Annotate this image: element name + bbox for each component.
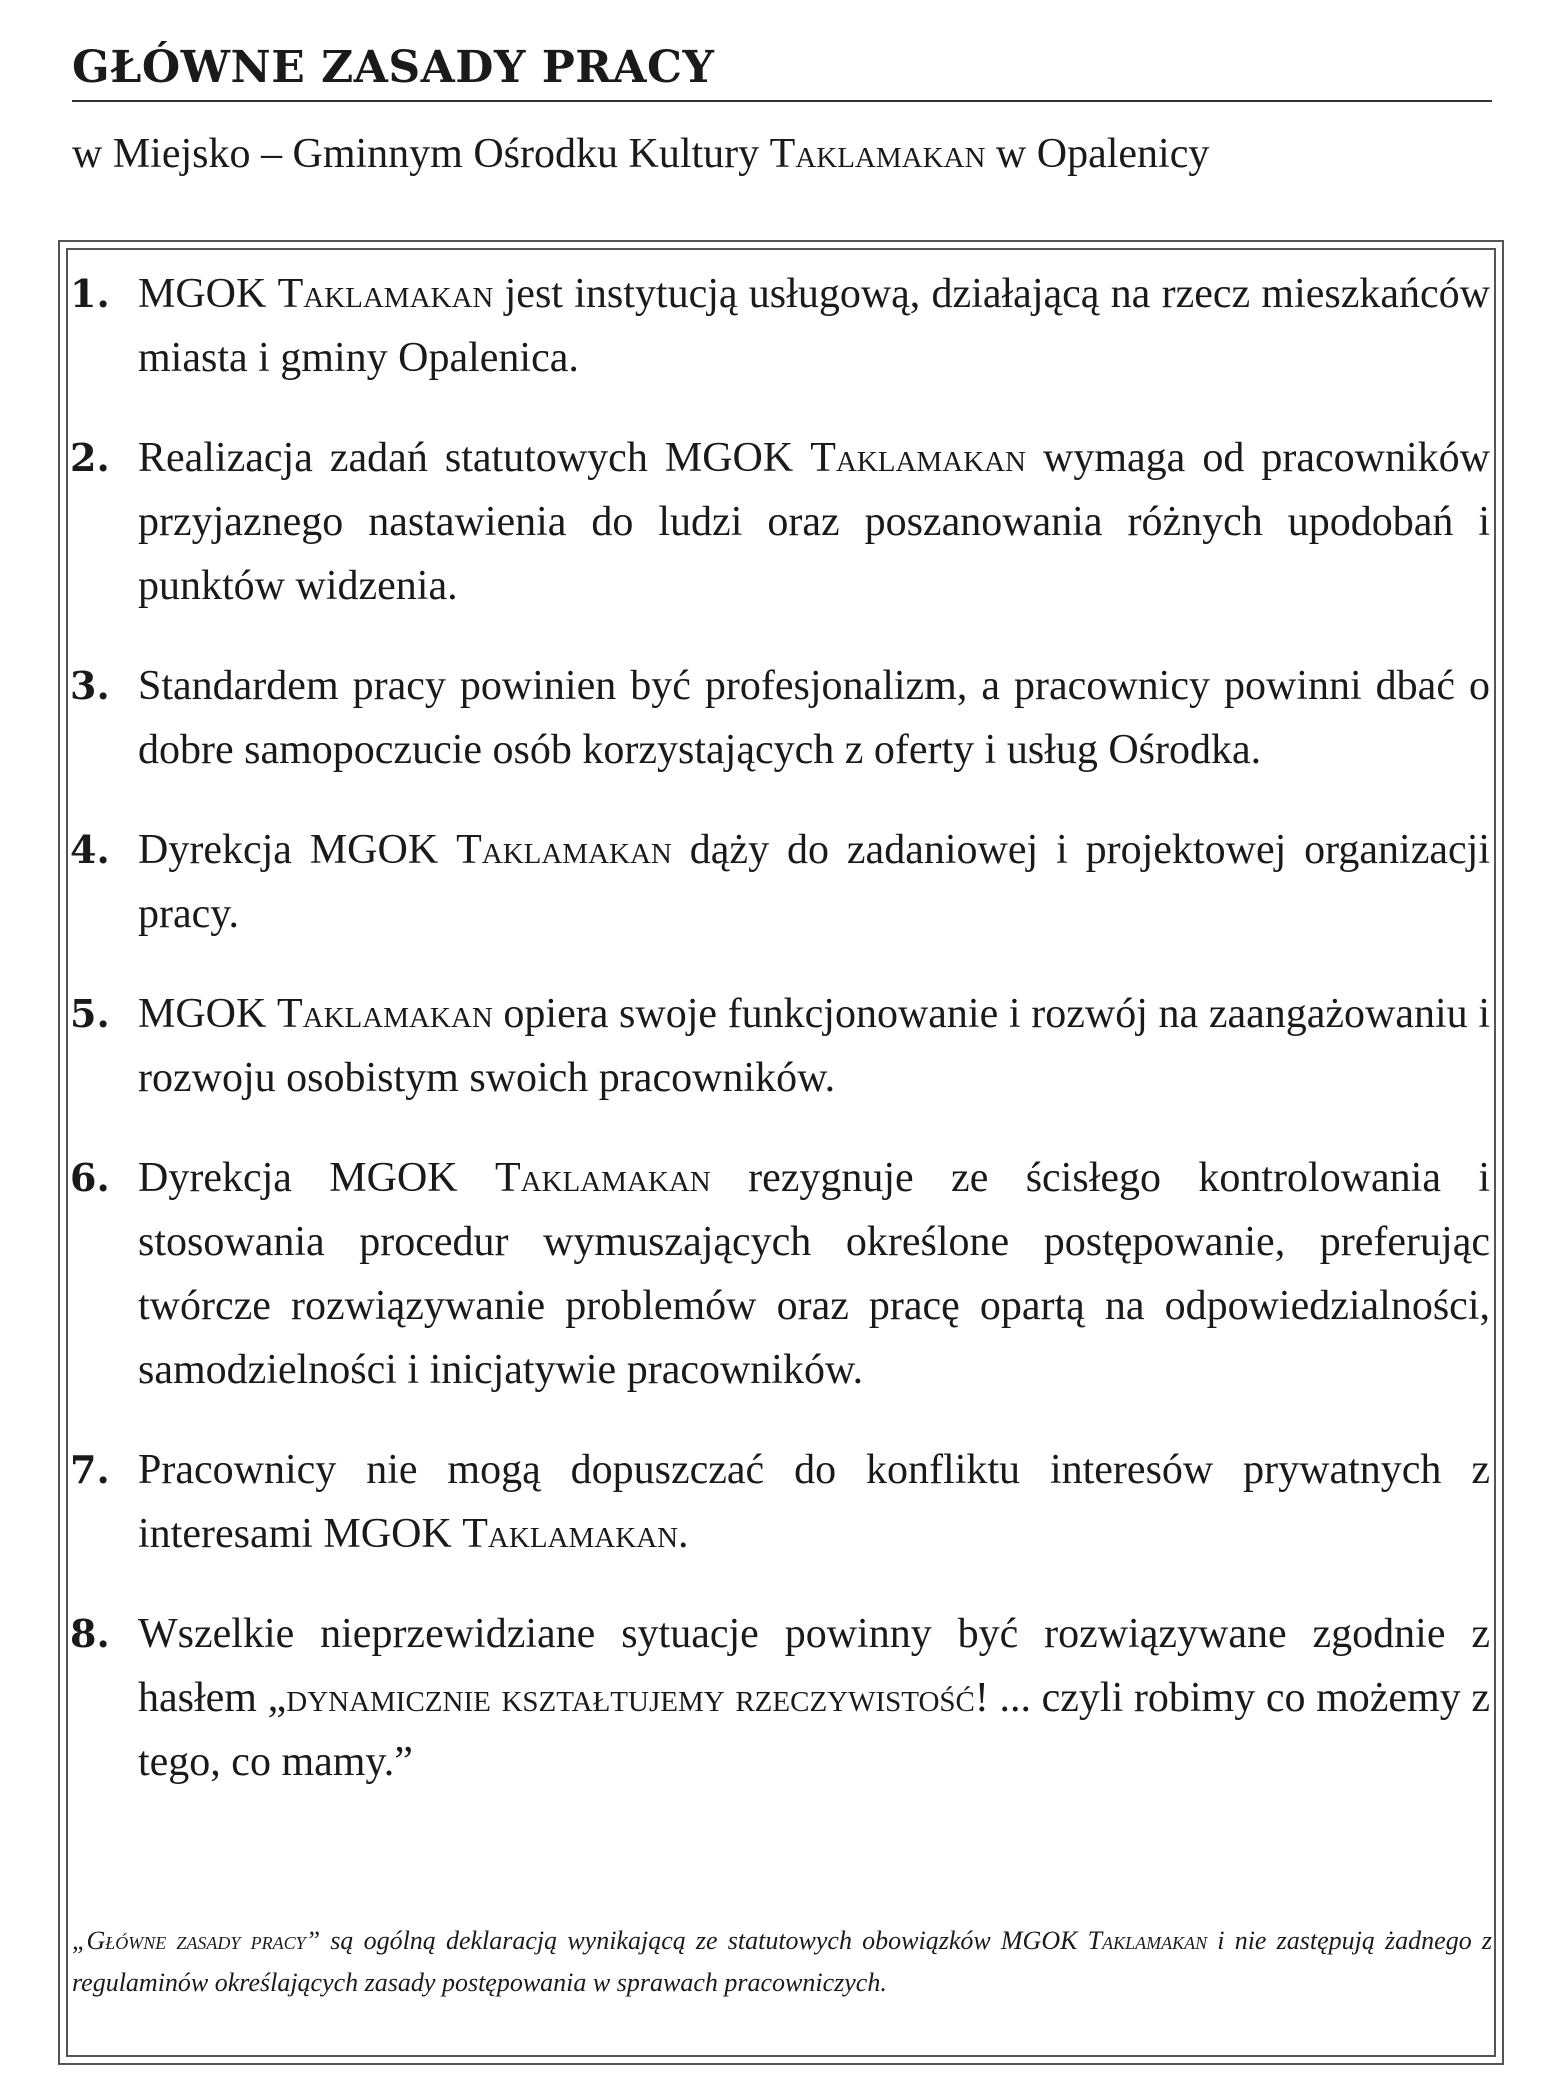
- rule-text: Dyrekcja MGOK: [138, 1155, 495, 1201]
- rule-number: 4.: [70, 827, 110, 872]
- rule-text: Pracownicy nie mogą dopuszczać do konfliktu interesów prywatnych z interesami MGOK: [138, 1447, 1490, 1557]
- rule-brand: Taklamakan: [456, 827, 672, 873]
- footnote-brand: Taklamakan: [1087, 1926, 1208, 1955]
- rule-brand: Taklamakan: [810, 435, 1026, 481]
- rule-text-end: dąży do zadaniowej i projektowej organizacji pracy.: [138, 827, 1490, 937]
- rule-number: 3.: [70, 663, 110, 708]
- rule-text-end: opiera swoje funkcjonowanie i rozwój na zaangażowaniu i rozwoju osobistym swoich pracowników.: [138, 991, 1490, 1101]
- rule-item: [70, 982, 1490, 1110]
- rule-text: Standardem pracy powinien być profesjonalizm, a pracownicy powinni dbać o dobre samopoczucie osób korzystających z oferty i usług Ośrodka.: [138, 663, 1490, 773]
- rule-text-end: jest instytucją usługową, działającą na rzecz mieszkańców miasta i gminy Opalenica.: [138, 271, 1490, 381]
- rule-text: MGOK: [138, 991, 277, 1037]
- subtitle-text-end: w Opalenicy: [985, 131, 1210, 177]
- rule-text-end: .: [678, 1511, 689, 1557]
- footnote-text-mid: ” są ogólną deklaracją wynikającą ze statutowych obowiązków MGOK: [305, 1926, 1088, 1955]
- subtitle-brand: Taklamakan: [769, 131, 986, 177]
- rule-text-end: rezygnuje ze ścisłego kontrolowania i stosowania procedur wymuszających określone postępowanie, preferując twórcze rozwiązywanie problemów oraz pracę opartą na odpowiedzialności, samodzielności i inicjatywie pracowników.: [138, 1155, 1491, 1393]
- rule-brand: Taklamakan: [277, 991, 493, 1037]
- rule-number: 1.: [70, 271, 110, 316]
- rule-text-end: ... czyli robimy co możemy z tego, co mamy.”: [138, 1675, 1490, 1785]
- footnote-text-end: i nie zastępują żadnego z regulaminów określających zasady postępowania w sprawach pracowniczych.: [72, 1926, 1492, 1997]
- rule-brand: Taklamakan: [277, 271, 494, 317]
- page-title: GŁÓWNE ZASADY PRACY: [72, 40, 1492, 102]
- rule-number: 7.: [70, 1447, 110, 1492]
- rule-text: Wszelkie nieprzewidziane sytuacje powinny być rozwiązywane zgodnie z hasłem „: [138, 1611, 1490, 1721]
- footnote-title-ref: Główne zasady pracy: [86, 1926, 306, 1955]
- rule-text: Dyrekcja MGOK: [138, 827, 457, 873]
- rule-number: 6.: [70, 1155, 110, 1200]
- rule-text: MGOK: [138, 271, 278, 317]
- rule-item: [70, 1146, 1490, 1402]
- rule-item: [70, 818, 1490, 946]
- rule-brand: Taklamakan: [494, 1155, 711, 1201]
- rules-list: [70, 262, 1490, 1830]
- rule-item: [70, 426, 1490, 618]
- page-subtitle: [72, 126, 1492, 182]
- footnote: [72, 1920, 1492, 2004]
- rule-item: [70, 654, 1490, 782]
- subtitle-text: w Miejsko – Gminnym Ośrodku Kultury: [72, 131, 770, 177]
- footnote-text: „: [72, 1926, 87, 1955]
- rule-brand: dynamicznie kształtujemy rzeczywistość!: [286, 1675, 989, 1721]
- rule-item: [70, 1602, 1490, 1794]
- rule-brand: Taklamakan: [462, 1511, 679, 1557]
- rule-text-end: wymaga od pracowników przyjaznego nastawienia do ludzi oraz poszanowania różnych upodobań i punktów widzenia.: [138, 435, 1490, 609]
- rule-number: 5.: [70, 991, 110, 1036]
- rule-item: [70, 1438, 1490, 1566]
- rule-item: [70, 262, 1490, 390]
- rule-number: 8.: [70, 1611, 110, 1656]
- rule-number: 2.: [70, 435, 110, 480]
- rule-text: Realizacja zadań statutowych MGOK: [138, 435, 811, 481]
